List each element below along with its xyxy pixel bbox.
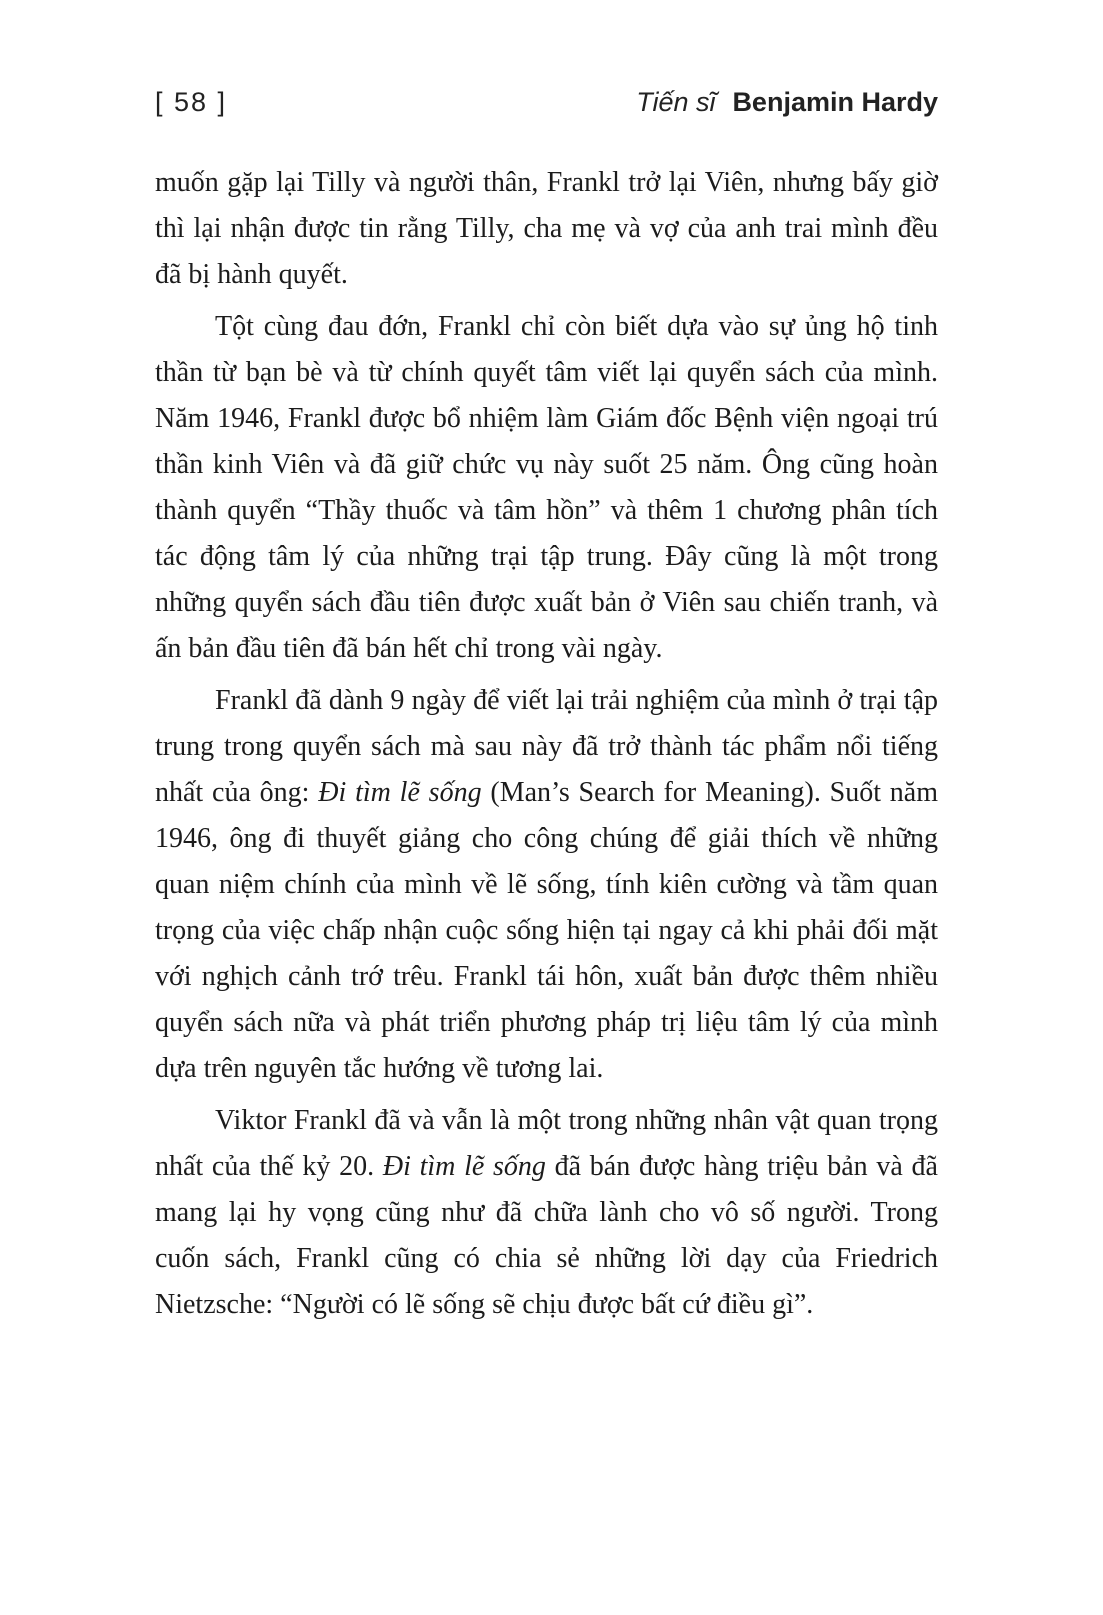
body-text — [155, 160, 938, 1334]
author-title-prefix: Tiến sĩ — [636, 87, 716, 117]
text-segment: muốn gặp lại Tilly và người thân, Frankl trở lại Viên, nhưng bấy giờ thì lại nhận được tin rằng Tilly, cha mẹ và vợ của anh trai mình đều đã bị hành quyết. — [155, 167, 938, 290]
running-head-author — [636, 86, 938, 118]
book-title-italic: Đi tìm lẽ sống — [382, 1151, 546, 1182]
paragraph — [155, 160, 938, 298]
paragraph — [155, 678, 938, 1092]
paragraph — [155, 1098, 938, 1328]
text-segment: (Man’s Search for Meaning). Suốt năm 1946, ông đi thuyết giảng cho công chúng để giải thích về những quan niệm chính của mình về lẽ sống, tính kiên cường và tầm quan trọng của việc chấp nhận cuộc sống hiện tại ngay cả khi phải đối mặt với nghịch cảnh trớ trêu. Frankl tái hôn, xuất bản được thêm nhiều quyển sách nữa và phát triển phương pháp trị liệu tâm lý của mình dựa trên nguyên tắc hướng về tương lai. — [155, 777, 938, 1084]
page-header — [155, 86, 938, 118]
book-title-italic: Đi tìm lẽ sống — [318, 777, 482, 808]
page-number: [ 58 ] — [155, 87, 228, 117]
text-segment: đã bán được hàng triệu bản và đã mang lại hy vọng cũng như đã chữa lành cho vô số người. Trong cuốn sách, Frankl cũng có chia sẻ những lời dạy của Friedrich Nietzsche: “Người có lẽ sống sẽ chịu được bất cứ điều gì”. — [155, 1151, 938, 1320]
text-segment: Frankl đã dành 9 ngày để viết lại trải nghiệm của mình ở trại tập trung trong quyển sách mà sau này đã trở thành tác phẩm nổi tiếng nhất của ông: — [155, 685, 938, 808]
text-segment: Viktor Frankl đã và vẫn là một trong những nhân vật quan trọng nhất của thế kỷ 20. — [155, 1105, 938, 1182]
text-segment: Tột cùng đau đớn, Frankl chỉ còn biết dựa vào sự ủng hộ tinh thần từ bạn bè và từ chính quyết tâm viết lại quyển sách của mình. Năm 1946, Frankl được bổ nhiệm làm Giám đốc Bệnh viện ngoại trú thần kinh Viên và đã giữ chức vụ này suốt 25 năm. Ông cũng hoàn thành quyển “Thầy thuốc và tâm hồn” và thêm 1 chương phân tích tác động tâm lý của những trại tập trung. Đây cũng là một trong những quyển sách đầu tiên được xuất bản ở Viên sau chiến tranh, và ấn bản đầu tiên đã bán hết chỉ trong vài ngày. — [155, 311, 938, 664]
paragraph — [155, 304, 938, 672]
author-name: Benjamin Hardy — [732, 87, 938, 117]
